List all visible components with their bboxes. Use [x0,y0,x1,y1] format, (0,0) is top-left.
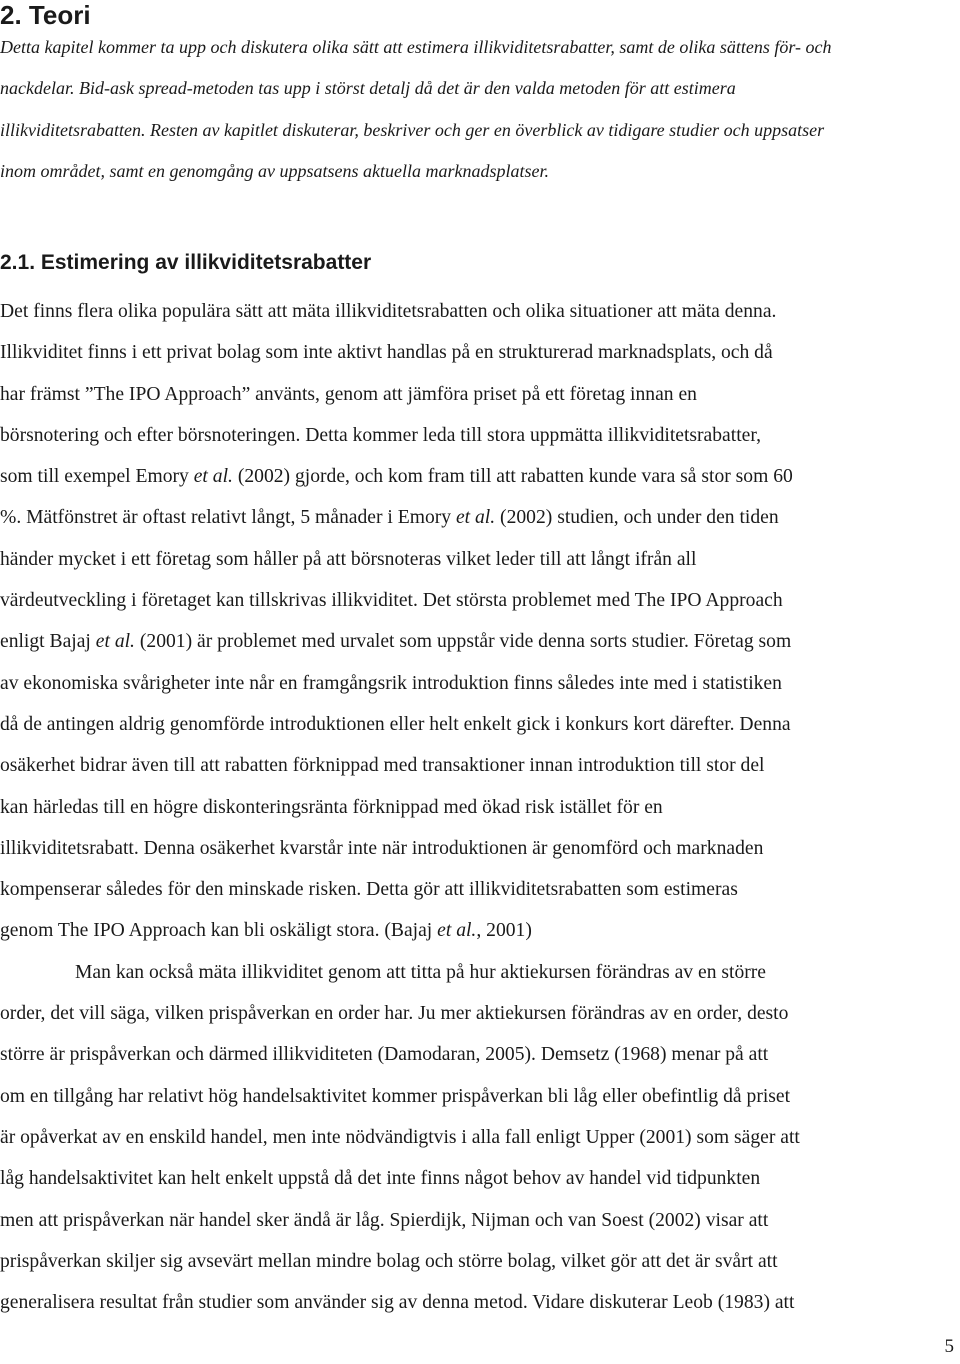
body-line: är opåverkat av en enskild handel, men inte nödvändigtvis i alla fall enligt Upper (2001) som säger att [0,1126,800,1148]
body-line: då de antingen aldrig genomförde introduktionen eller helt enkelt gick i konkurs kort därefter. Denna [0,713,791,735]
chapter-heading: 2. Teori [0,0,91,30]
body-line: kompenserar således för den minskade risken. Detta gör att illikviditetsrabatten som estimeras [0,879,738,901]
body-line: prispåverkan skiljer sig avsevärt mellan mindre bolag och större bolag, vilket gör att det är svårt att [0,1250,778,1272]
body-line: order, det vill säga, vilken prispåverkan en order har. Ju mer aktiekursen förändras av en order, desto [0,1003,789,1025]
body-line: låg handelsaktivitet kan helt enkelt uppstå då det inte finns något behov av handel vid tidpunkten [0,1168,761,1190]
body-line: om en tillgång har relativt hög handelsaktivitet kommer prispåverkan bli låg eller obefintlig då priset [0,1085,791,1107]
body-line: börsnotering och efter börsnoteringen. Detta kommer leda till stora uppmätta illikviditetsrabatter, [0,424,761,446]
body-line: men att prispåverkan när handel sker ändå är låg. Spierdijk, Nijman och van Soest (2002) visar att [0,1209,769,1231]
body-line: av ekonomiska svårigheter inte når en framgångsrik introduktion finns således inte med i statistiken [0,672,782,694]
section-body [0,291,960,1323]
body-line: som till exempel Emory et al. (2002) gjorde, och kom fram till att rabatten kunde vara så stor som 60 [0,466,793,488]
body-line: illikviditetsrabatt. Denna osäkerhet kvarstår inte när introduktionen är genomförd och marknaden [0,837,764,859]
body-line: osäkerhet bidrar även till att rabatten förknippad med transaktioner innan introduktion till stor del [0,755,765,777]
body-line: genom The IPO Approach kan bli oskäligt stora. (Bajaj et al., 2001) [0,920,532,942]
intro-line: Detta kapitel kommer ta upp och diskutera olika sätt att estimera illikviditetsrabatter, samt de olika sättens för- och [0,37,832,57]
intro-line: inom området, samt en genomgång av uppsatsens aktuella marknadsplatser. [0,160,549,181]
body-line: kan härledas till en högre diskonteringsränta förknippad med ökad risk istället för en [0,796,663,818]
body-line: Illikviditet finns i ett privat bolag som inte aktivt handlas på en strukturerad marknadsplats, och då [0,342,773,364]
body-line: värdeutveckling i företaget kan tillskrivas illikviditet. Det största problemet med The IPO Approach [0,590,783,612]
section-heading: 2.1. Estimering av illikviditetsrabatter [0,251,372,274]
body-line-indented: Man kan också mäta illikviditet genom att titta på hur aktiekursen förändras av en större [75,961,767,983]
body-line: Det finns flera olika populära sätt att mäta illikviditetsrabatten och olika situationer att mäta denna. [0,301,777,322]
body-line: händer mycket i ett företag som håller på att börsnoteras vilket leder till att långt ifrån all [0,548,697,570]
body-line: generalisera resultat från studier som använder sig av denna metod. Vidare diskuterar Leob (1983) att [0,1292,795,1314]
page-number: 5 [944,1336,954,1357]
intro-line: nackdelar. Bid-ask spread-metoden tas upp i störst detalj då det är den valda metoden för att estimera [0,78,736,99]
intro-line: illikviditetsrabatten. Resten av kapitlet diskuterar, beskriver och ger en överblick av tidigare studier och uppsatser [0,119,825,140]
body-line: enligt Bajaj et al. (2001) är problemet med urvalet som uppstår vide denna sorts studier. Företag som [0,631,792,653]
body-line: större är prispåverkan och därmed illikviditeten (Damodaran, 2005). Demsetz (1968) menar på att [0,1044,769,1066]
chapter-intro [0,27,956,192]
body-line: %. Mätfönstret är oftast relativt långt, 5 månader i Emory et al. (2002) studien, och under den tiden [0,507,779,529]
body-line: har främst ”The IPO Approach” använts, genom att jämföra priset på ett företag innan en [0,383,697,405]
